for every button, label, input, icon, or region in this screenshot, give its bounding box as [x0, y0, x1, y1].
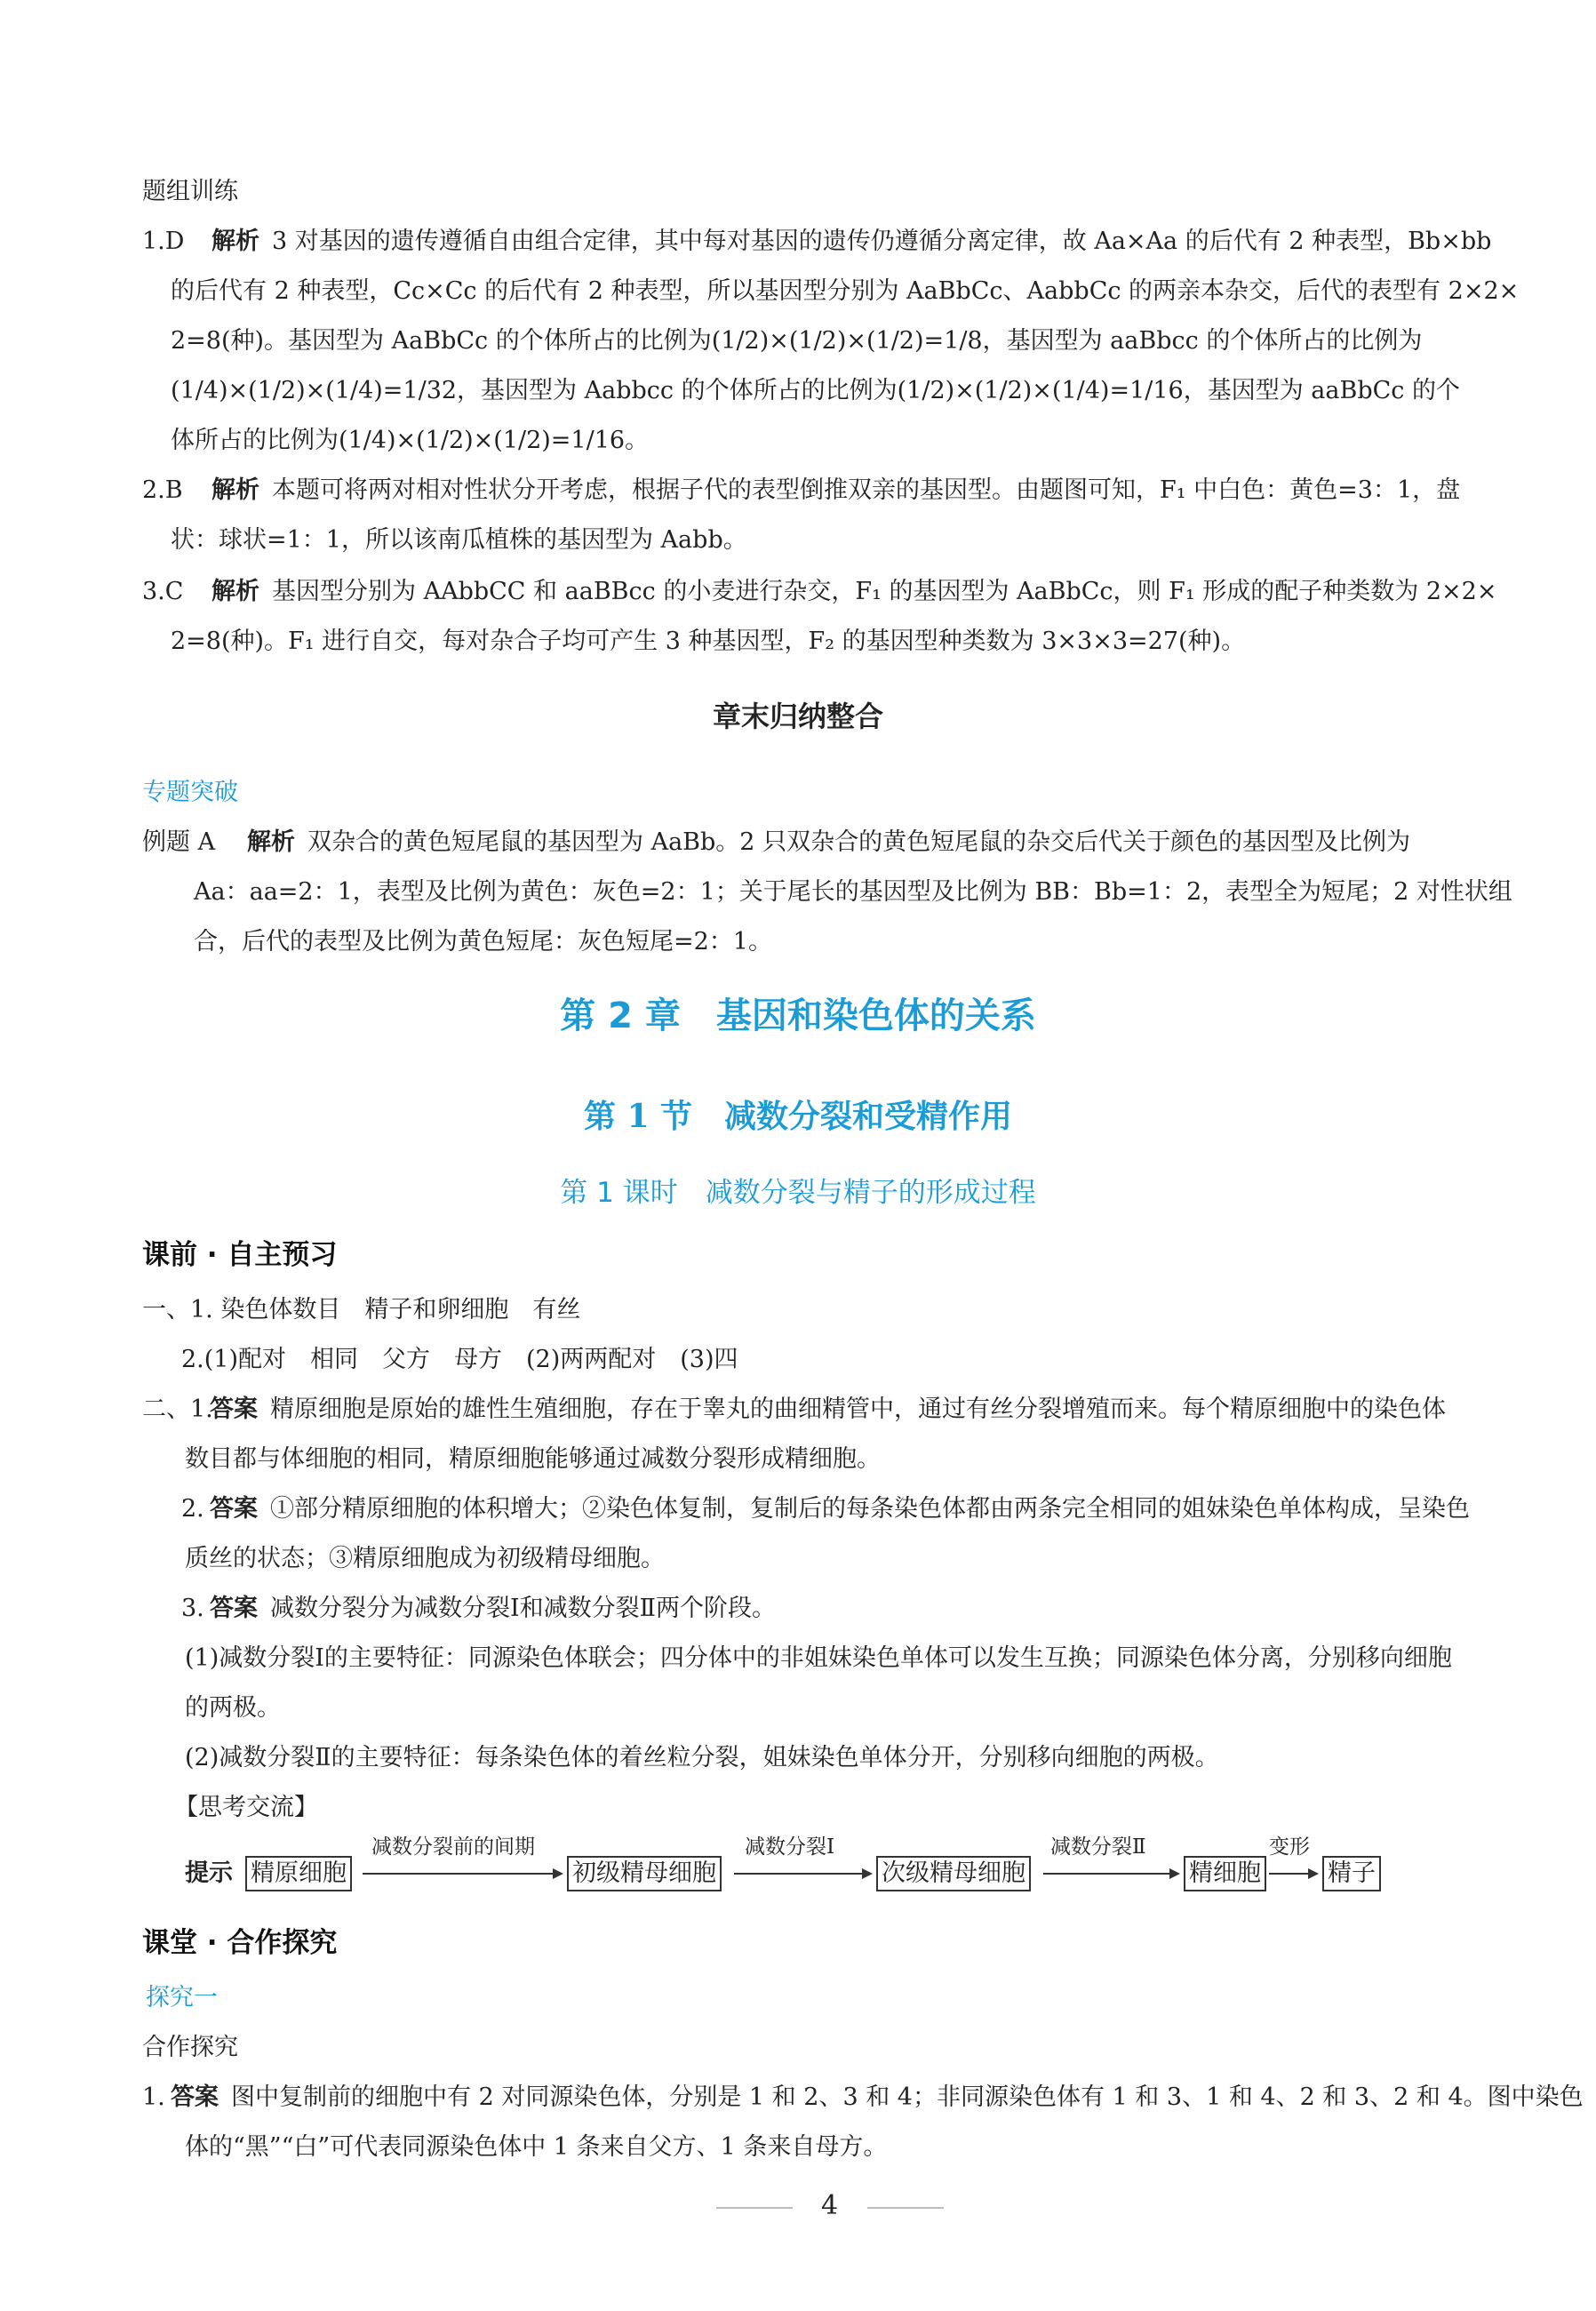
- flow-edge-label: 变形: [1269, 1835, 1310, 1859]
- lesson-title: 第 1 课时 减数分裂与精子的形成过程: [560, 1177, 1036, 1209]
- flow-node-spermatid: 精细胞: [1184, 1856, 1266, 1891]
- c1-number: 1.: [142, 2083, 165, 2111]
- flow-arrow-line: [734, 1873, 862, 1875]
- a3-sub-line: (1)减数分裂Ⅰ的主要特征：同源染色体联会；四分体中的非姐妹染色单体可以发生互换；同源染色体分离，分别移向细胞: [185, 1644, 1452, 1672]
- chapter-summary-title: 章末归纳整合: [712, 700, 883, 733]
- q2-analysis-tag: 解析: [211, 476, 259, 504]
- q1-text-line: 体所占的比例为(1/4)×(1/2)×(1/2)=1/16。: [171, 427, 650, 454]
- a2-text-line: ①部分精原细胞的体积增大；②染色体复制，复制后的每条染色体都由两条完全相同的姐妹染色单体构成，呈染色: [270, 1495, 1470, 1523]
- think-exchange-heading: 【思考交流】: [174, 1794, 318, 1821]
- flow-node-primary-spermatocyte: 初级精母细胞: [567, 1856, 722, 1891]
- q2-number: 2.B: [142, 476, 183, 504]
- flow-arrow-head: [1169, 1868, 1180, 1879]
- flow-arrow-line: [1043, 1873, 1169, 1875]
- flow-arrow-head: [862, 1868, 873, 1879]
- q1-text-line: 的后代有 2 种表型，Cc×Cc 的后代有 2 种表型，所以基因型分别为 AaBbCc、AabbCc 的两亲本杂交，后代的表型有 2×2×: [171, 277, 1520, 305]
- flow-arrow-line: [363, 1873, 553, 1875]
- a3-answer-tag: 答案: [210, 1595, 258, 1622]
- page-number-decoration: [867, 2207, 944, 2209]
- example-text-line: 双杂合的黄色短尾鼠的基因型为 AaBb。2 只双杂合的黄色短尾鼠的杂交后代关于颜色的基因型及比例为: [307, 828, 1411, 856]
- coop-explore-heading: 合作探究: [142, 2034, 238, 2061]
- q3-text-line: 2=8(种)。F₁ 进行自交，每对杂合子均可产生 3 种基因型，F₂ 的基因型种类数为 3×3×3=27(种)。: [171, 628, 1246, 655]
- flow-hint-label: 提示: [185, 1859, 233, 1887]
- flow-arrow-head: [1308, 1868, 1319, 1879]
- preview-answer-line: 一、1. 染色体数目 精子和卵细胞 有丝: [142, 1296, 581, 1323]
- a1-text-line: 数目都与体细胞的相同，精原细胞能够通过减数分裂形成精细胞。: [185, 1445, 881, 1473]
- a3-sub-line: (2)减数分裂Ⅱ的主要特征：每条染色体的着丝粒分裂，姐妹染色单体分开，分别移向细胞的两极。: [185, 1744, 1219, 1771]
- a1-number: 二、1.: [142, 1395, 213, 1423]
- a2-answer-tag: 答案: [210, 1495, 258, 1523]
- flow-node-sperm: 精子: [1322, 1856, 1381, 1891]
- q3-analysis-tag: 解析: [211, 578, 259, 605]
- a3-number: 3.: [181, 1595, 204, 1622]
- a1-text-line: 精原细胞是原始的雄性生殖细胞，存在于睾丸的曲细精管中，通过有丝分裂增殖而来。每个精原细胞中的染色体: [270, 1395, 1446, 1423]
- flow-node-secondary-spermatocyte: 次级精母细胞: [876, 1856, 1031, 1891]
- flow-edge-label: 减数分裂Ⅰ: [745, 1835, 835, 1859]
- example-number: 例题 A: [142, 828, 216, 856]
- preview-answer-line: 2.(1)配对 相同 父方 母方 (2)两两配对 (3)四: [181, 1346, 738, 1373]
- example-text-line: 合，后代的表型及比例为黄色短尾：灰色短尾=2：1。: [194, 928, 772, 956]
- topic-breakthrough-heading: 专题突破: [142, 779, 238, 806]
- a2-number: 2.: [181, 1495, 204, 1523]
- c1-text-line: 体的“黑”“白”可代表同源染色体中 1 条来自父方、1 条来自母方。: [185, 2133, 888, 2161]
- a2-text-line: 质丝的状态；③精原细胞成为初级精母细胞。: [185, 1545, 665, 1572]
- a3-sub-line: 的两极。: [185, 1694, 281, 1722]
- q2-text-line: 本题可将两对相对性状分开考虑，根据子代的表型倒推双亲的基因型。由题图可知，F₁ 中白色：黄色=3：1，盘: [272, 476, 1461, 504]
- flow-arrow-head: [553, 1868, 563, 1879]
- chapter-title: 第 2 章 基因和染色体的关系: [560, 996, 1036, 1036]
- q1-text-line: 2=8(种)。基因型为 AaBbCc 的个体所占的比例为(1/2)×(1/2)×(1/2)=1/8，基因型为 aaBbcc 的个体所占的比例为: [171, 327, 1423, 355]
- q1-text-line: 3 对基因的遗传遵循自由组合定律，其中每对基因的遗传仍遵循分离定律，故 Aa×Aa 的后代有 2 种表型，Bb×bb: [272, 228, 1492, 255]
- example-analysis-tag: 解析: [247, 828, 295, 856]
- q1-analysis-tag: 解析: [211, 228, 259, 255]
- flow-edge-label: 减数分裂前的间期: [371, 1835, 535, 1859]
- training-heading: 题组训练: [142, 178, 238, 205]
- page-number: 4: [821, 2190, 839, 2221]
- flow-node-spermatogonium: 精原细胞: [245, 1856, 352, 1891]
- a3-text-line: 减数分裂分为减数分裂Ⅰ和减数分裂Ⅱ两个阶段。: [270, 1595, 777, 1622]
- q3-number: 3.C: [142, 578, 184, 605]
- q1-number: 1.D: [142, 228, 185, 255]
- q1-text-line: (1/4)×(1/2)×(1/4)=1/32，基因型为 Aabbcc 的个体所占的比例为(1/2)×(1/2)×(1/4)=1/16，基因型为 aaBbCc 的个: [171, 377, 1460, 404]
- a1-answer-tag: 答案: [210, 1395, 258, 1423]
- flow-arrow-line: [1269, 1873, 1308, 1875]
- flow-edge-label: 减数分裂Ⅱ: [1050, 1835, 1146, 1859]
- c1-text-line: 图中复制前的细胞中有 2 对同源染色体，分别是 1 和 2、3 和 4；非同源染色体有 1 和 3、1 和 4、2 和 3、2 和 4。图中染色: [231, 2083, 1584, 2111]
- q2-text-line: 状：球状=1：1，所以该南瓜植株的基因型为 Aabb。: [171, 526, 747, 554]
- c1-answer-tag: 答案: [171, 2083, 219, 2111]
- class-section-title: 课堂 · 合作探究: [142, 1927, 338, 1959]
- explore-one-heading: 探究一: [146, 1984, 218, 2011]
- q3-text-line: 基因型分别为 AAbbCC 和 aaBBcc 的小麦进行杂交，F₁ 的基因型为 AaBbCc，则 F₁ 形成的配子种类数为 2×2×: [272, 578, 1497, 605]
- page-number-decoration: [716, 2207, 793, 2209]
- section-title: 第 1 节 减数分裂和受精作用: [583, 1098, 1013, 1135]
- preview-section-title: 课前 · 自主预习: [142, 1239, 338, 1271]
- example-text-line: Aa：aa=2：1，表型及比例为黄色：灰色=2：1；关于尾长的基因型及比例为 BB：Bb=1：2，表型全为短尾；2 对性状组: [194, 878, 1512, 906]
